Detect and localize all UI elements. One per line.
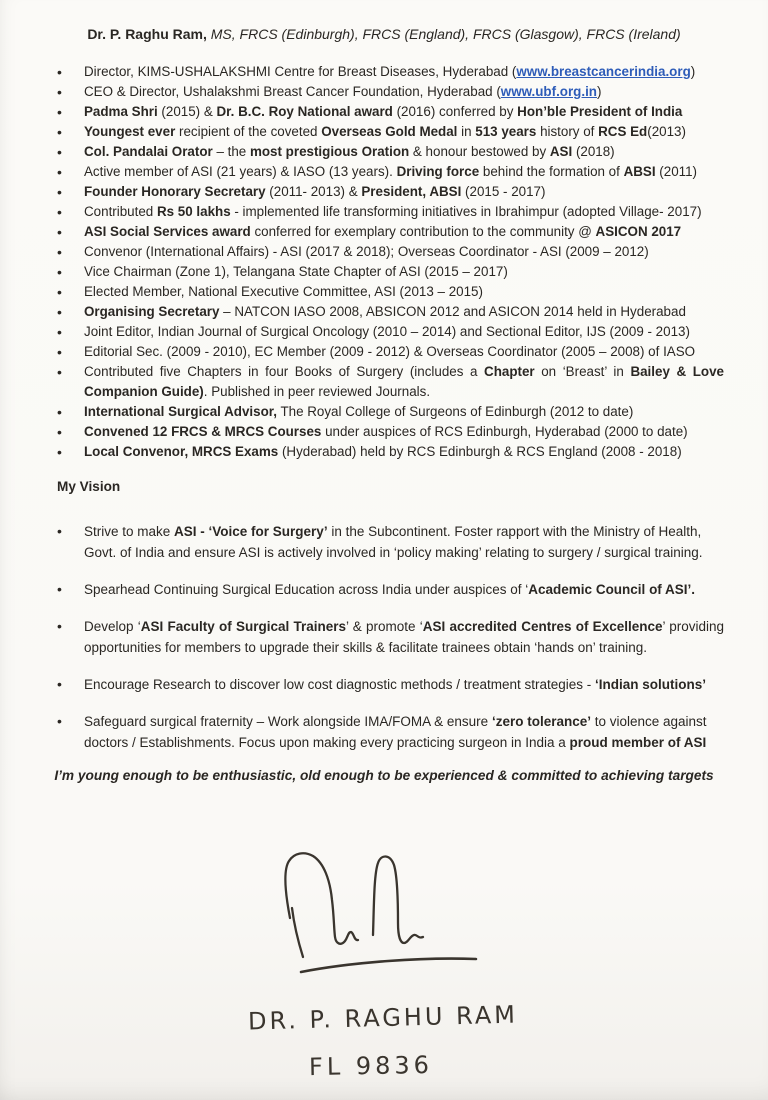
bullet-item [57,162,724,182]
bullet-item [57,521,724,563]
text-segment: . Published in peer reviewed Journals. [203,384,431,399]
text-segment: Contributed five Chapters in four Books of Surgery (includes a [84,364,485,379]
text-segment: Develop ‘ [84,619,141,634]
bullet-marker: • [57,324,62,340]
bullet-marker: • [57,84,62,100]
bullet-marker: • [57,344,62,360]
text-segment: Spearhead Continuing Surgical Education across India under auspices of ‘ [84,582,529,597]
bullet-item [57,322,724,342]
bullet-item [57,182,724,202]
text-segment: behind the formation of [479,164,624,179]
bold-text: ASI accredited Centres of Excellence [422,619,663,634]
bullet-text [84,521,724,563]
bullet-item [57,82,724,102]
bullet-text [84,579,724,600]
text-segment: Convenor (International Affairs) - ASI (2017 & 2018); Overseas Coordinator - ASI (2009 – 2012) [84,244,649,259]
text-segment: conferred for exemplary contribution to the community @ [250,224,596,239]
signature-name-text: DR. P. RAGHU RAM [247,1000,519,1036]
text-segment: Director, KIMS-USHALAKSHMI Centre for Breast Diseases, Hyderabad ( [84,64,517,79]
bullet-text [84,62,724,82]
bullet-text [84,82,724,102]
bold-text: ‘zero tolerance’ [491,714,591,729]
bold-text: Convened 12 FRCS & MRCS Courses [84,424,322,439]
bullet-text [84,142,724,162]
text-segment: (2013) [647,124,686,139]
bullet-item [57,711,724,753]
bullet-marker: • [57,424,62,440]
bullet-text [84,616,724,658]
bullet-item [57,262,724,282]
bullet-marker: • [57,104,62,120]
link-breastcancerindia[interactable]: www.breastcancerindia.org [516,64,691,79]
bullet-text [84,362,724,402]
bold-text: ABSI [623,164,656,179]
person-credentials: MS, FRCS (Edinburgh), FRCS (England), FRCS (Glasgow), FRCS (Ireland) [206,26,681,42]
vision-heading: My Vision [57,479,121,494]
bold-text: Hon’ble President of India [517,104,683,119]
bold-text: Overseas Gold Medal [321,124,458,139]
text-segment: (Hyderabad) held by RCS Edinburgh & RCS England (2008 - 2018) [278,444,682,459]
text-segment: Vice Chairman (Zone 1), Telangana State Chapter of ASI (2015 – 2017) [84,264,508,279]
bullet-item [57,422,724,442]
bullet-item [57,242,724,262]
bullet-text [84,182,724,202]
signature-underline [301,959,476,972]
text-segment: ) [690,64,696,79]
bullet-marker: • [57,618,62,634]
bold-text: ASI Faculty of Surgical Trainers [140,619,346,634]
bullet-item [57,62,724,82]
text-segment: ’ providing opportunities for members to upgrade their skills & facilitate trainees obtain ‘hands on’ training. [84,619,724,655]
bold-text: Founder Honorary Secretary [84,184,266,199]
bullet-marker: • [57,124,62,140]
text-segment: Active member of ASI (21 years) & IASO (13 years). [84,164,397,179]
text-segment: & honour bestowed by [409,144,550,159]
text-segment: (2011- 2013) & [265,184,362,199]
bullet-marker: • [57,713,62,729]
text-segment: on ‘Breast’ in [534,364,631,379]
bullet-marker: • [57,404,62,420]
bullet-marker: • [57,144,62,160]
bold-text: Bailey & Love Companion Guide) [84,364,724,399]
bullet-text [84,402,724,422]
bullet-text [84,202,724,222]
text-segment: in [457,124,476,139]
bullet-text [84,102,724,122]
bullet-text [84,302,724,322]
bullet-item [57,674,724,695]
bold-text: RCS Ed [598,124,648,139]
text-segment: (2011) [655,164,698,179]
bullet-text [84,322,724,342]
bold-text: ASI - ‘Voice for Surgery’ [174,524,328,539]
text-segment: CEO & Director, Ushalakshmi Breast Cancer Foundation, Hyderabad ( [84,84,501,99]
bullet-marker: • [57,444,62,460]
bullet-marker: • [57,224,62,240]
text-segment: - implemented life transforming initiatives in Ibrahimpur (adopted Village- 2017) [230,204,702,219]
text-segment: ’ & promote ‘ [346,619,423,634]
bullet-item [57,362,724,402]
text-segment: recipient of the coveted [175,124,322,139]
vision-list [0,521,768,753]
bullet-item [57,142,724,162]
bullet-item [57,342,724,362]
bullet-text [84,222,724,242]
text-segment: in the Subcontinent. Foster rapport with the Ministry of Health, Govt. of India and ensure ASI is actively involved in ‘policy making’ relating to surgery / surgical training. [84,524,703,560]
bullet-text [84,162,724,182]
text-segment: (2018) [572,144,615,159]
bullet-marker: • [57,164,62,180]
bullet-text [84,342,724,362]
text-segment: The Royal College of Surgeons of Edinburgh (2012 to date) [276,404,634,419]
bold-text: Col. Pandalai Orator [84,144,213,159]
bullet-item [57,616,724,658]
signature-scrawl-loop [373,856,423,943]
text-segment: ) [596,84,602,99]
person-name: Dr. P. Raghu Ram, [87,26,207,42]
bold-text: ASICON 2017 [595,224,682,239]
text-segment: Contributed [84,204,157,219]
bold-text: Organising Secretary [84,304,220,319]
bullet-marker: • [57,676,62,692]
bold-text: Driving force [396,164,480,179]
bullet-text [84,422,724,442]
link-ubf[interactable]: www.ubf.org.in [500,84,597,99]
bullet-marker: • [57,184,62,200]
text-segment: (2015 - 2017) [461,184,546,199]
bullet-text [84,242,724,262]
text-segment: (2016) conferred by [392,104,518,119]
bold-text: ‘Indian solutions’ [595,677,706,692]
text-segment: (2015) & [157,104,217,119]
bullet-text [84,674,724,695]
signature-number-text: FL 9836 [308,1050,434,1082]
bullet-marker: • [57,284,62,300]
bullet-item [57,102,724,122]
bold-text: most prestigious Oration [249,144,410,159]
bold-text: Chapter [484,364,535,379]
bold-text: Youngest ever [84,124,176,139]
bullet-item [57,302,724,322]
bullet-marker: • [57,204,62,220]
bold-text: Academic Council of ASI’. [528,582,696,597]
personal-motto: I’m young enough to be enthusiastic, old enough to be experienced & committed to achieving targets [54,768,714,783]
bold-text: Rs 50 lakhs [156,204,231,219]
text-segment: Strive to make [84,524,175,539]
bold-text: Dr. B.C. Roy National award [216,104,393,119]
bullet-marker: • [57,581,62,597]
bullet-item [57,122,724,142]
signature-scrawl-slash [292,908,303,957]
text-segment: Joint Editor, Indian Journal of Surgical Oncology (2010 – 2014) and Sectional Editor, IJS (2009 - 2013) [84,324,690,339]
text-segment: to violence against doctors / Establishments. Focus upon making every practicing surgeon in India a [84,714,707,750]
signature-block [228,846,552,1092]
bullet-marker: • [57,523,62,539]
bold-text: Padma Shri [84,104,158,119]
bullet-item [57,579,724,600]
text-segment: under auspices of RCS Edinburgh, Hyderabad (2000 to date) [321,424,688,439]
achievements-list [0,62,768,462]
bullet-text [84,711,724,753]
page-title [0,0,768,44]
bullet-marker: • [57,364,62,380]
text-segment: Editorial Sec. (2009 - 2010), EC Member (2009 - 2012) & Overseas Coordinator (2005 – 2008) of IASO [84,344,696,359]
bold-text: International Surgical Advisor, [84,404,277,419]
bold-text: 513 years [475,124,537,139]
bullet-marker: • [57,304,62,320]
bold-text: ASI [549,144,573,159]
bullet-marker: • [57,244,62,260]
text-segment: Encourage Research to discover low cost diagnostic methods / treatment strategies - [84,677,595,692]
bold-text: Local Convenor, MRCS Exams [84,444,279,459]
bullet-item [57,442,724,462]
bold-text: ASI Social Services award [84,224,251,239]
text-segment: history of [536,124,599,139]
bullet-item [57,202,724,222]
text-segment: Safeguard surgical fraternity – Work alongside IMA/FOMA & ensure [84,714,492,729]
bullet-text [84,122,724,142]
bold-text: proud member of ASI [569,735,707,750]
text-segment: – the [212,144,250,159]
text-segment: – NATCON IASO 2008, ABSICON 2012 and ASICON 2014 held in Hyderabad [219,304,686,319]
bullet-text [84,442,724,462]
bullet-marker: • [57,264,62,280]
bullet-item [57,222,724,242]
bullet-text [84,262,724,282]
bullet-item [57,402,724,422]
bullet-marker: • [57,64,62,80]
bullet-text [84,282,724,302]
bold-text: President, ABSI [361,184,462,199]
bullet-item [57,282,724,302]
text-segment: Elected Member, National Executive Committee, ASI (2013 – 2015) [84,284,483,299]
